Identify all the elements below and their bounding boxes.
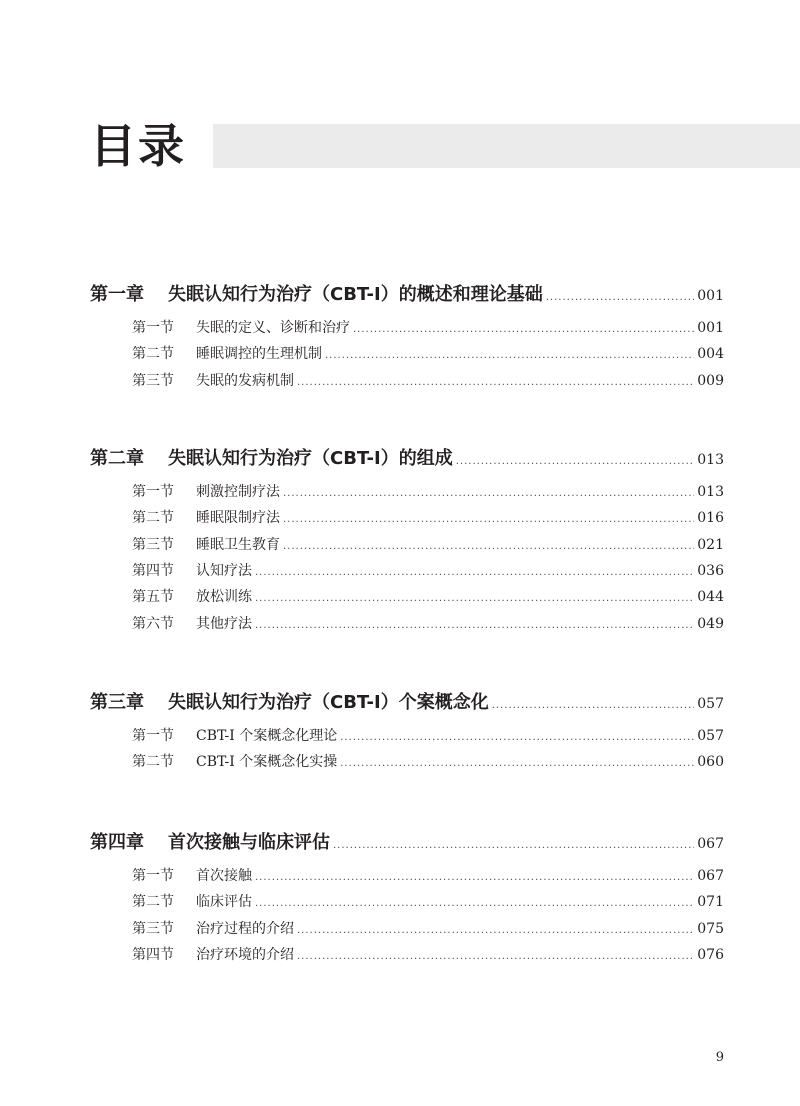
section-page: 075 xyxy=(697,920,724,937)
section-page: 044 xyxy=(697,589,724,606)
section-number: 第三节 xyxy=(132,372,174,389)
section-number: 第一节 xyxy=(132,728,174,744)
section-entry[interactable] xyxy=(132,613,724,633)
chapter-page: 067 xyxy=(697,836,724,852)
section-title: 睡眠调控的生理机制 xyxy=(196,346,322,363)
section-page: 021 xyxy=(697,536,724,553)
section-title: 治疗环境的介绍 xyxy=(196,946,294,963)
leader-dots xyxy=(353,324,694,335)
chapter-number: 第三章 xyxy=(90,692,144,713)
section-title: 睡眠卫生教育 xyxy=(196,536,280,553)
leader-dots xyxy=(283,514,694,525)
page-title: 目录 xyxy=(90,119,186,173)
section-title: 临床评估 xyxy=(196,894,252,911)
section-title: 放松训练 xyxy=(196,589,252,606)
leader-dots xyxy=(283,488,694,499)
section-title: CBT-I 个案概念化理论 xyxy=(196,728,338,744)
leader-dots xyxy=(255,567,694,578)
section-entry[interactable] xyxy=(132,725,724,745)
chapter-title: 首次接触与临床评估 xyxy=(168,832,330,853)
section-entry[interactable] xyxy=(132,317,724,337)
leader-dots xyxy=(492,700,695,711)
section-entry[interactable] xyxy=(132,586,724,606)
chapter-page: 013 xyxy=(697,452,724,468)
section-page: 049 xyxy=(697,615,724,632)
leader-dots xyxy=(546,292,695,303)
section-number: 第三节 xyxy=(132,920,174,937)
section-page: 013 xyxy=(697,484,724,500)
chapter-entry[interactable] xyxy=(90,444,724,470)
leader-dots xyxy=(283,541,694,552)
section-entry[interactable] xyxy=(132,918,724,938)
leader-dots xyxy=(255,593,694,604)
chapter-number: 第二章 xyxy=(90,448,144,469)
chapter-title: 失眠认知行为治疗（CBT-I）的概述和理论基础 xyxy=(168,284,543,305)
section-page: 060 xyxy=(697,754,724,771)
section-entry[interactable] xyxy=(132,891,724,911)
leader-dots xyxy=(325,350,694,361)
chapter-page: 001 xyxy=(697,288,724,304)
section-page: 036 xyxy=(697,562,724,579)
section-entry[interactable] xyxy=(132,865,724,885)
section-page: 004 xyxy=(697,346,724,363)
section-number: 第一节 xyxy=(132,320,174,336)
section-title: 其他疗法 xyxy=(196,615,252,632)
section-entry[interactable] xyxy=(132,343,724,363)
leader-dots xyxy=(340,758,694,769)
toc-header xyxy=(90,118,800,174)
leader-dots xyxy=(333,840,694,851)
chapter-title: 失眠认知行为治疗（CBT-I）个案概念化 xyxy=(168,692,489,713)
section-title: 失眠的发病机制 xyxy=(196,372,294,389)
section-number: 第四节 xyxy=(132,946,174,963)
leader-dots xyxy=(297,925,694,936)
section-number: 第四节 xyxy=(132,562,174,579)
section-title: 治疗过程的介绍 xyxy=(196,920,294,937)
section-page: 009 xyxy=(697,372,724,389)
section-title: 认知疗法 xyxy=(196,562,252,579)
section-number: 第五节 xyxy=(132,589,174,606)
section-number: 第二节 xyxy=(132,894,174,911)
section-number: 第一节 xyxy=(132,484,174,500)
chapter-entry[interactable] xyxy=(90,688,724,714)
section-number: 第六节 xyxy=(132,615,174,632)
chapter-title: 失眠认知行为治疗（CBT-I）的组成 xyxy=(168,448,453,469)
section-title: CBT-I 个案概念化实操 xyxy=(196,754,338,771)
section-title: 刺激控制疗法 xyxy=(196,484,280,500)
section-number: 第二节 xyxy=(132,346,174,363)
title-decor-bar xyxy=(213,124,800,168)
section-entry[interactable] xyxy=(132,560,724,580)
chapter-page: 057 xyxy=(697,696,724,712)
leader-dots xyxy=(255,620,694,631)
leader-dots xyxy=(340,732,694,743)
chapter-entry[interactable] xyxy=(90,280,724,306)
section-entry[interactable] xyxy=(132,370,724,390)
section-number: 第二节 xyxy=(132,754,174,771)
chapter-number: 第四章 xyxy=(90,832,144,853)
section-number: 第二节 xyxy=(132,510,174,527)
section-entry[interactable] xyxy=(132,751,724,771)
section-page: 057 xyxy=(697,728,724,744)
section-page: 016 xyxy=(697,510,724,527)
section-number: 第三节 xyxy=(132,536,174,553)
page-number: 9 xyxy=(715,1050,724,1065)
chapter-number: 第一章 xyxy=(90,284,144,305)
section-entry[interactable] xyxy=(132,507,724,527)
section-page: 001 xyxy=(697,320,724,336)
section-page: 067 xyxy=(697,868,724,884)
section-page: 076 xyxy=(697,946,724,963)
leader-dots xyxy=(297,377,694,388)
leader-dots xyxy=(255,898,694,909)
section-title: 失眠的定义、诊断和治疗 xyxy=(196,320,350,336)
section-page: 071 xyxy=(697,894,724,911)
section-entry[interactable] xyxy=(132,534,724,554)
leader-dots xyxy=(255,872,694,883)
section-number: 第一节 xyxy=(132,868,174,884)
section-title: 睡眠限制疗法 xyxy=(196,510,280,527)
leader-dots xyxy=(297,951,694,962)
chapter-entry[interactable] xyxy=(90,828,724,854)
section-entry[interactable] xyxy=(132,944,724,964)
section-title: 首次接触 xyxy=(196,868,252,884)
leader-dots xyxy=(456,456,695,467)
section-entry[interactable] xyxy=(132,481,724,501)
